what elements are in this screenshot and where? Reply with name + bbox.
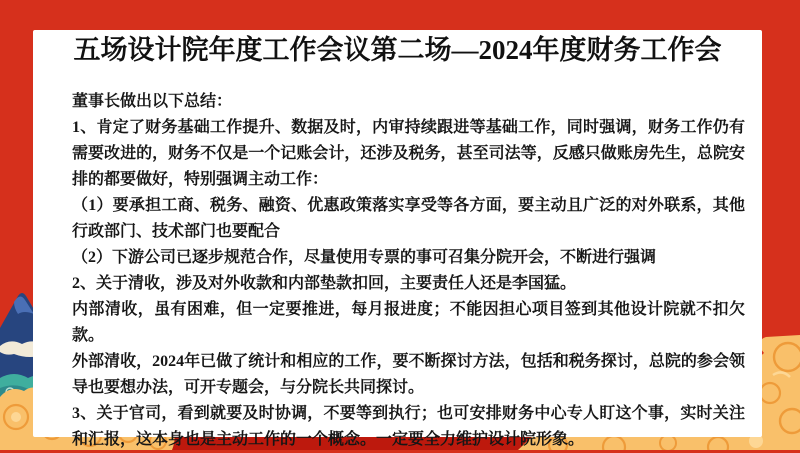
summary-paragraph-intro: 董事长做出以下总结：	[72, 93, 233, 110]
summary-paragraph-1: 1、肯定了财务基础工作提升、数据及时，内审持续跟进等基础工作，同时强调，财务工作仍有需要改进的，财务不仅是一个记账会计，还涉及税务，甚至司法等，反感只做账房先生，总院安排的都要做好，特别强调主动工作：	[72, 119, 745, 188]
summary-paragraph-2-internal: 内部清收，虽有困难，但一定要推进，每月报进度；不能因担心项目签到其他设计院就不扣欠款。	[72, 301, 745, 344]
content-panel	[33, 30, 762, 448]
slide-title: 五场设计院年度工作会议第二场—2024年度财务工作会	[73, 35, 722, 65]
summary-paragraph-3: 3、关于官司，看到就要及时协调，不要等到执行；也可安排财务中心专人盯这个事，实时关注和汇报，这本身也是主动工作的一个概念。一定要全力维护设计院形象。	[72, 405, 745, 448]
summary-paragraph-2: 2、关于清收，涉及对外收款和内部垫款扣回，主要责任人还是李国猛。	[72, 275, 577, 292]
summary-paragraph-1-2: （2）下游公司已逐步规范合作，尽量使用专票的事可召集分院开会，不断进行强调	[72, 249, 657, 266]
summary-body	[33, 89, 762, 453]
summary-paragraph-2-external: 外部清收，2024年已做了统计和相应的工作，要不断探讨方法，包括和税务探讨，总院的参会领导也要想办法，可开专题会，与分院长共同探讨。	[72, 353, 745, 396]
summary-paragraph-1-1: （1）要承担工商、税务、融资、优惠政策落实享受等各方面，要主动且广泛的对外联系，其他行政部门、技术部门也要配合	[72, 197, 745, 240]
